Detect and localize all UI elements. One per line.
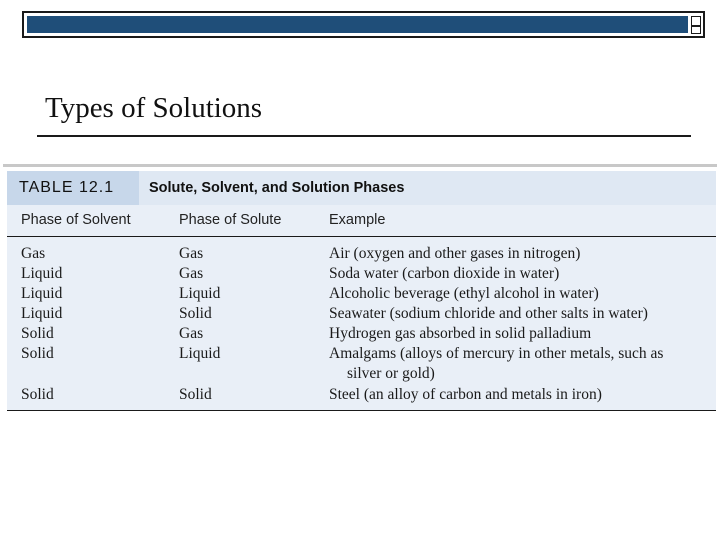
cell-solute: Gas (179, 245, 204, 262)
cell-example: Amalgams (alloys of mercury in other metals, such as (329, 345, 664, 362)
cell-solvent: Liquid (21, 305, 63, 322)
column-header-solute: Phase of Solute (179, 212, 282, 228)
table-column-headers (7, 205, 716, 237)
cell-solvent: Liquid (21, 265, 63, 282)
slide-header-bar (22, 11, 705, 38)
column-header-solvent: Phase of Solvent (21, 212, 131, 228)
table-header (7, 171, 716, 205)
cell-example: Soda water (carbon dioxide in water) (329, 265, 560, 282)
table-row (7, 244, 716, 264)
table-label: TABLE 12.1 (7, 171, 139, 205)
cell-example: Steel (an alloy of carbon and metals in iron) (329, 386, 602, 403)
table-row (7, 264, 716, 284)
cell-example-continued: silver or gold) (347, 365, 435, 382)
cell-example: Hydrogen gas absorbed in solid palladium (329, 325, 592, 342)
cell-solute: Solid (179, 386, 212, 403)
cell-solute: Liquid (179, 285, 221, 302)
table-row (7, 344, 716, 364)
slide-title: Types of Solutions (45, 92, 263, 124)
table-row (7, 284, 716, 304)
cell-solute: Gas (179, 325, 204, 342)
table-row (7, 324, 716, 344)
cell-solvent: Solid (21, 345, 54, 362)
title-underline (37, 135, 691, 137)
header-bar-fill (27, 16, 688, 33)
solutions-table (3, 164, 717, 412)
table-caption: Solute, Solvent, and Solution Phases (149, 180, 405, 196)
cell-example: Air (oxygen and other gases in nitrogen) (329, 245, 581, 262)
table-row-continuation (7, 364, 716, 384)
table-body (7, 237, 716, 411)
cell-solvent: Gas (21, 245, 46, 262)
column-header-example: Example (329, 212, 386, 228)
cell-solute: Liquid (179, 345, 221, 362)
table-row (7, 304, 716, 324)
header-bar-square-top (691, 16, 701, 26)
cell-example: Alcoholic beverage (ethyl alcohol in water) (329, 285, 599, 302)
cell-example: Seawater (sodium chloride and other salts in water) (329, 305, 648, 322)
cell-solvent: Solid (21, 386, 54, 403)
table-row (7, 385, 716, 405)
header-bar-square-bottom (691, 26, 701, 34)
cell-solute: Gas (179, 265, 204, 282)
cell-solute: Solid (179, 305, 212, 322)
cell-solvent: Liquid (21, 285, 63, 302)
cell-solvent: Solid (21, 325, 54, 342)
